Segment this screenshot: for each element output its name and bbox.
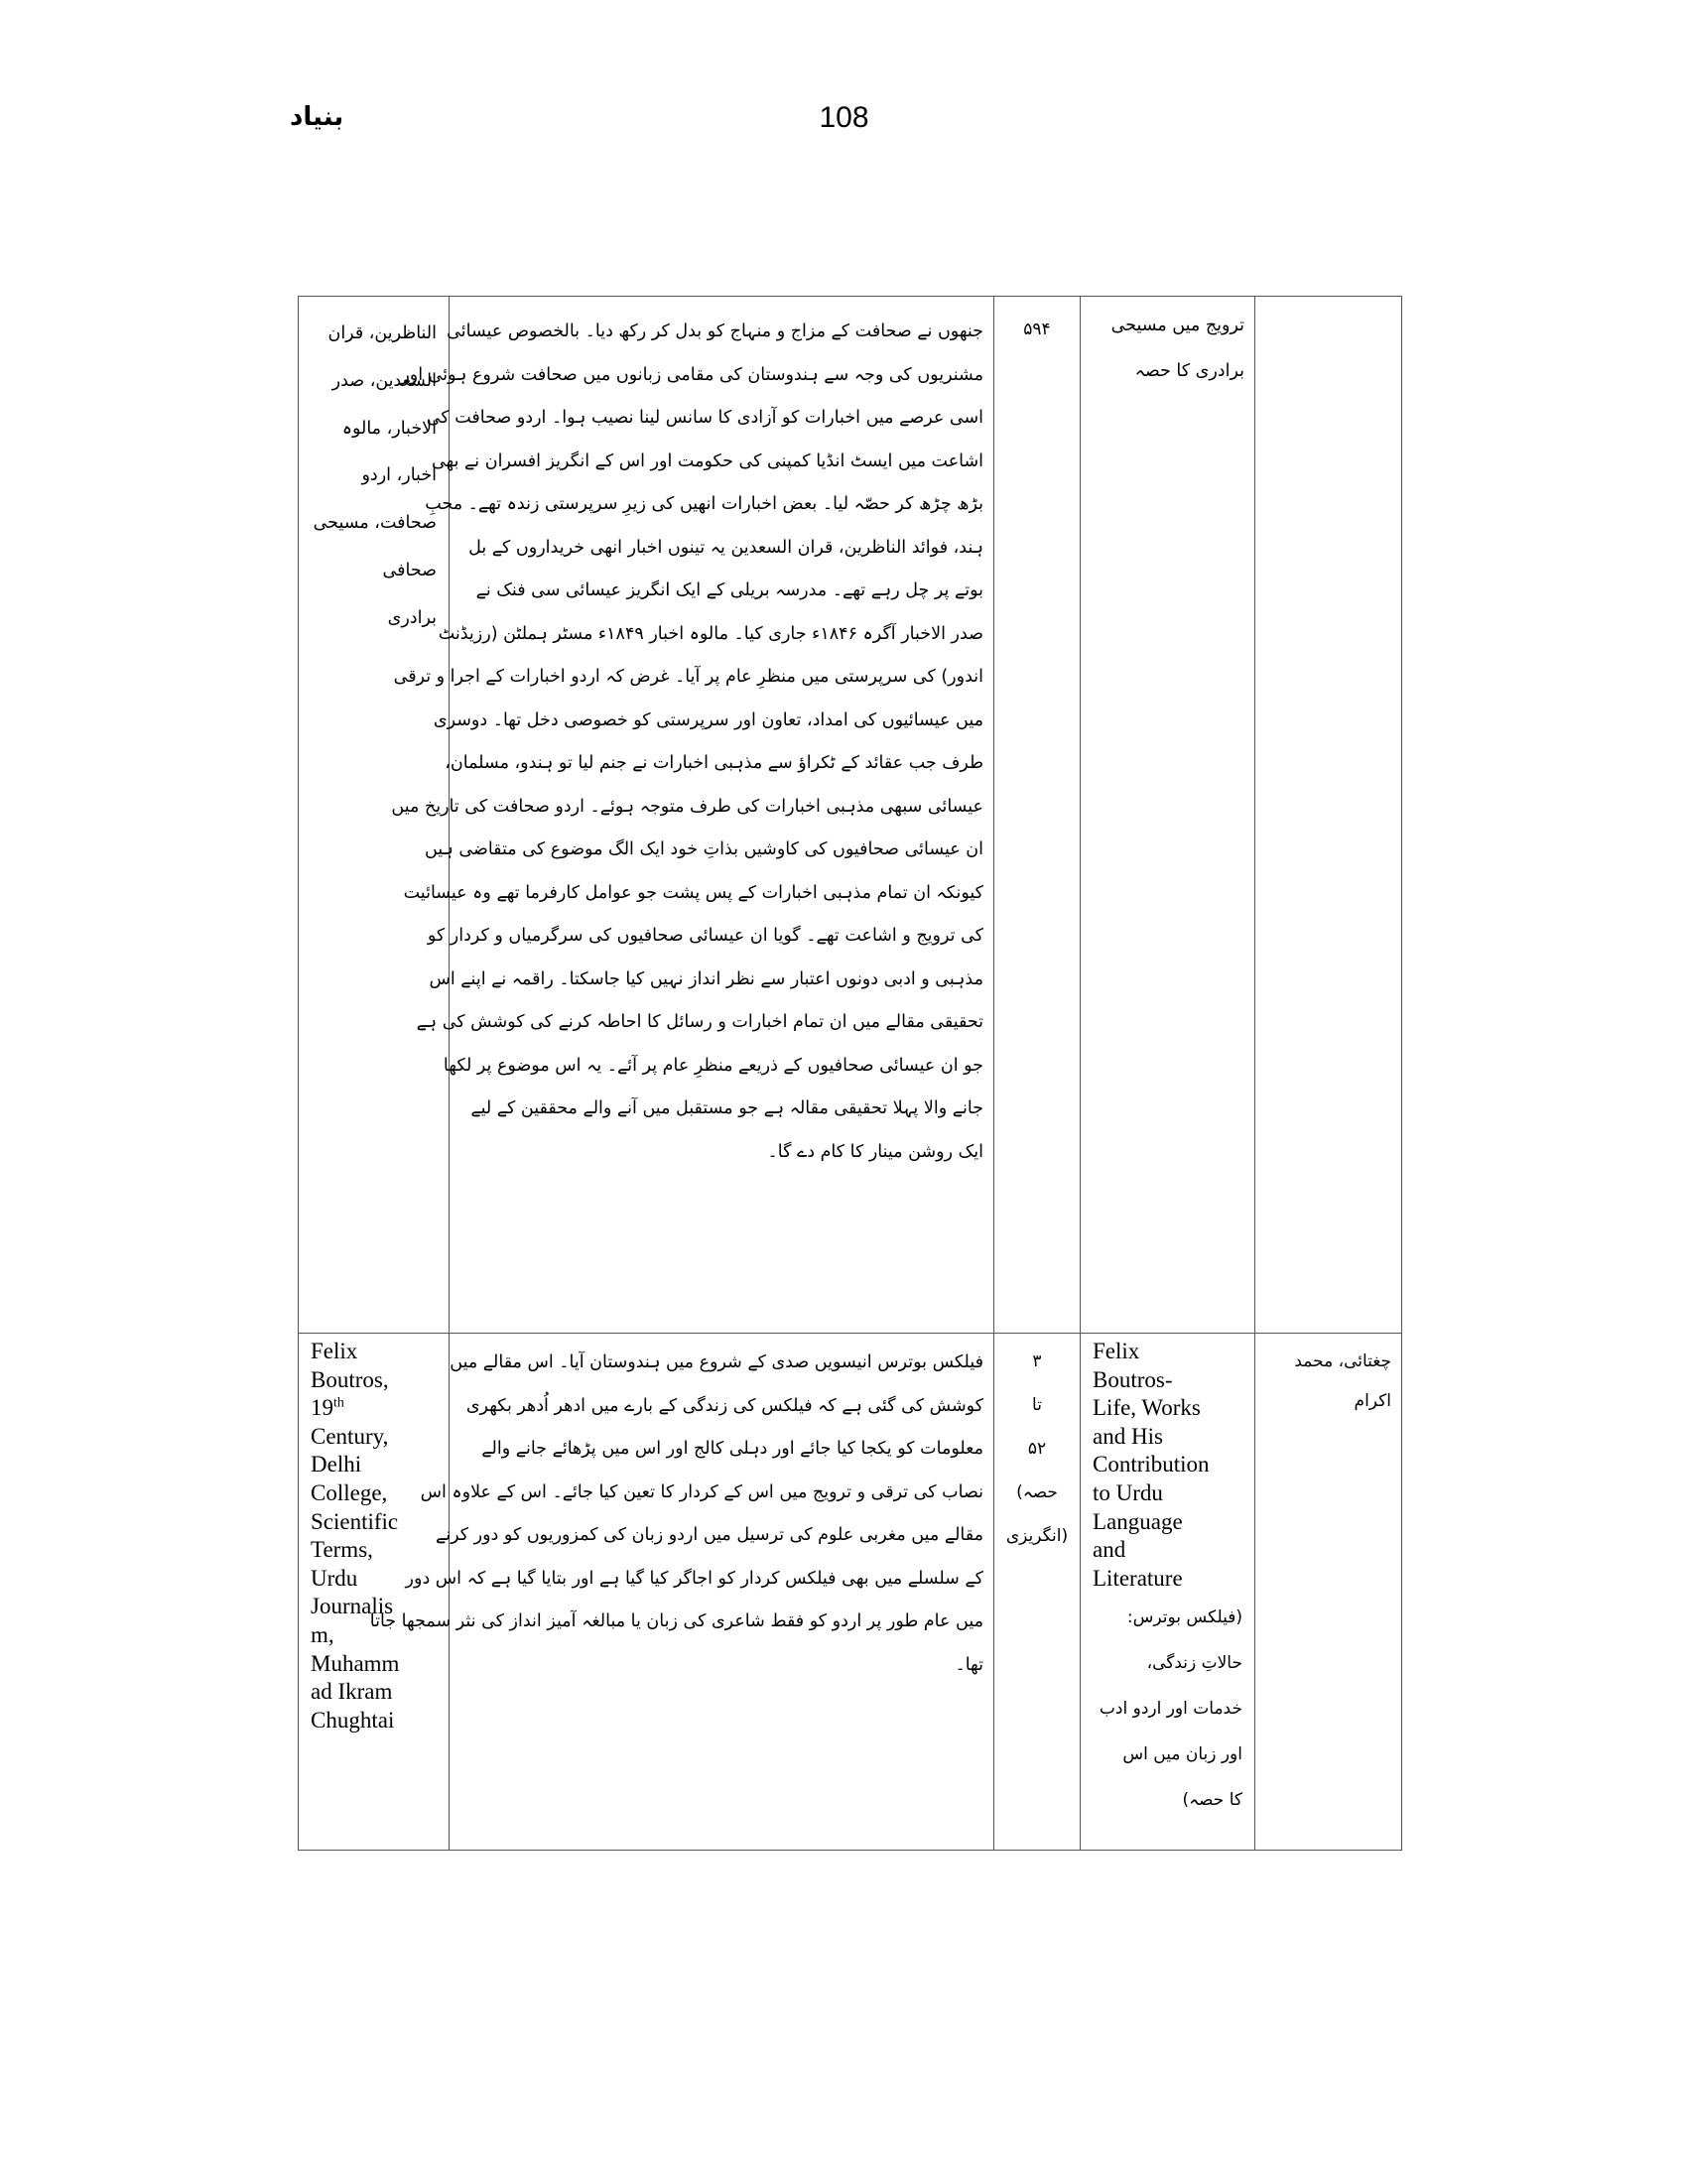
text-line: Felix [1093, 1339, 1140, 1363]
text-line: Delhi [311, 1452, 362, 1477]
text-line: مذہبی و ادبی دونوں اعتبار سے نظر انداز نہیں کیا جاسکتا۔ راقمہ نے اپنے اس [429, 968, 983, 989]
table-row [299, 1334, 1402, 1851]
page-number: 108 [819, 101, 869, 134]
summary-cell [369, 1334, 994, 1851]
text-line: حالاتِ زندگی، [1146, 1653, 1242, 1674]
text-line: تا [1032, 1395, 1042, 1415]
text-line: طرف جب عقائد کے ٹکراؤ سے مذہبی اخبارات نے جنم لیا تو ہندو، مسلمان، [445, 753, 983, 773]
text-line: اشاعت میں ایسٹ انڈیا کمپنی کی حکومت اور اس کے انگریز افسران نے بھی [431, 450, 983, 471]
text-line: صدر الاخبار آگرہ ۱۸۴۶ء جاری کیا۔ مالوہ اخبار ۱۸۴۹ء مسٹر ہملٹن (رزیڈنٹ [438, 623, 983, 644]
text-line: کی ترویج و اشاعت تھے۔ گویا ان عیسائی صحافیوں کی سرگرمیاں و کردار کو [427, 926, 983, 946]
text-line: ان عیسائی صحافیوں کی کاوشیں بذاتِ خود ایک الگ موضوع کی متقاضی ہیں [424, 839, 983, 859]
text-line: میں عیسائیوں کی امداد، تعاون اور سرپرستی کو خصوصی دخل تھا۔ دوسری [433, 709, 983, 730]
text-line: ۳ [1032, 1351, 1042, 1371]
text-line: ۵۲ [1027, 1439, 1047, 1459]
text-line: عیسائی سبھی مذہبی اخبارات کی طرف متوجہ ہوئے۔ اردو صحافت کی تاریخ میں [391, 796, 983, 817]
century-number: 19 [311, 1395, 333, 1421]
text-line: معلومات کو یکجا کیا جائے اور دہلی کالج اور اس میں پڑھائے جانے والے [481, 1439, 983, 1459]
text-line: Language [1093, 1508, 1183, 1534]
text-line: Century, [311, 1423, 389, 1449]
text-line: ترویج میں مسیحی [1110, 316, 1244, 335]
text-line: ایک روشن مینار کا کام دے گا۔ [767, 1141, 983, 1162]
text-line: کے سلسلے میں بھی فیلکس کردار کو اجاگر کیا گیا ہے اور بتایا گیا ہے کہ اس دور [405, 1568, 983, 1589]
text-line: کیونکہ ان تمام مذہبی اخبارات کے پس پشت جو عوامل کارفرما تھے وہ عیسائیت [403, 882, 983, 903]
title-cell [1081, 297, 1255, 1334]
text-line: Chughtai [311, 1707, 395, 1733]
text-line: اخبار، اردو [361, 465, 437, 486]
pages-cell [994, 297, 1081, 1334]
text-line: صحافی [382, 560, 437, 580]
journal-name: بنیاد [290, 102, 344, 132]
author-cell: چغتائی، محمد اکرام [1255, 1334, 1402, 1851]
text-line: جو ان عیسائی صحافیوں کے ذریعے منظرِ عام پر آئے۔ یہ اس موضوع پر لکھا [443, 1055, 983, 1076]
text-line: انگریزی) [1005, 1526, 1069, 1546]
text-line: ہند، فوائد الناظرین، قران السعدین یہ تینوں اخبار انھی خریداروں کے بل [468, 537, 983, 558]
text-line: Journalis [311, 1594, 394, 1619]
text-line: جانے والا پہلا تحقیقی مقالہ ہے جو مستقبل میں آنے والے محققین کے لیے [470, 1098, 983, 1118]
text-line: Life, Works [1093, 1395, 1201, 1421]
text-line: Scientific [311, 1508, 399, 1534]
text-line: میں عام طور پر اردو کو فقط شاعری کی زبان یا مبالغہ آمیز انداز کی نثر سمجھا جاتا [369, 1611, 983, 1631]
text-line: کا حصہ) [1182, 1790, 1242, 1811]
text-line: مقالے میں مغربی علوم کی ترسیل میں اردو زبان کی کمزوریوں کو دور کرنے [435, 1525, 983, 1545]
bibliography-table [298, 296, 1402, 1851]
text-line: to Urdu [1093, 1479, 1163, 1505]
text-line: الناظرین، قران [327, 323, 437, 343]
text-line: تھا۔ [955, 1654, 983, 1675]
text-line: Muhamm [311, 1650, 400, 1676]
keyword-line: Felix [311, 1339, 358, 1363]
title-cell [1081, 1334, 1255, 1851]
title-english [1081, 1334, 1254, 1593]
table-row [299, 297, 1402, 1334]
text-line: (فیلکس بوترس: [1126, 1607, 1242, 1628]
pages-cell [994, 1334, 1081, 1851]
text-line: ۵۹۴ [1023, 320, 1051, 339]
text-line: الاخبار، مالوہ [341, 418, 437, 439]
text-line: and [1093, 1537, 1126, 1563]
text-line: Urdu [311, 1565, 358, 1591]
text-line: السعدین، صدر [331, 370, 437, 391]
text-line: Terms, [311, 1537, 373, 1563]
text-line: Literature [1093, 1565, 1183, 1591]
text-line: اور زبان میں اس [1122, 1744, 1242, 1765]
text-line: Boutros- [1093, 1366, 1173, 1392]
author-cell [1255, 297, 1402, 1334]
text-line: Contribution [1093, 1452, 1210, 1477]
title-urdu [1081, 1593, 1254, 1823]
text-line: ad Ikram [311, 1679, 393, 1705]
text-line: کوشش کی گئی ہے کہ فیلکس کی زندگی کے بارے میں ادھر اُدھر بکھری [465, 1395, 983, 1416]
keyword-line [311, 1394, 443, 1423]
text-line: (حصہ [1016, 1482, 1058, 1502]
text-line: مشنریوں کی وجہ سے ہندوستان کی مقامی زبانوں میں صحافت شروع ہوئی اور [401, 364, 983, 385]
text-line: College, [311, 1479, 388, 1505]
keyword-line: Boutros, [311, 1366, 389, 1392]
text-line: برادری کا حصہ [1134, 361, 1244, 381]
text-line: تحقیقی مقالے میں ان تمام اخبارات و رسائل کا احاطہ کرنے کی کوشش کی ہے [416, 1012, 983, 1032]
text-line: صحافت، مسیحی [313, 513, 437, 534]
text-line: اندور) کی سرپرستی میں منظرِ عام پر آیا۔ غرض کہ اردو اخبارات کے اجرا و ترقی [393, 667, 983, 687]
text-line: بڑھ چڑھ کر حصّہ لیا۔ بعض اخبارات انھیں کی زیرِ سرپرستی زندہ تھے۔ محبِ [425, 494, 983, 514]
text-line: بوتے پر چل رہے تھے۔ مدرسہ بریلی کے ایک انگریز عیسائی سی فنک نے [475, 580, 983, 600]
text-line: فیلکس بوترس انیسویں صدی کے شروع میں ہندوستان آیا۔ اس مقالے میں [450, 1352, 983, 1372]
text-line: نصاب کی ترقی و ترویج میں اس کے کردار کا تعین کیا جائے۔ اس کے علاوہ اس [420, 1481, 983, 1502]
century-suffix: th [333, 1395, 344, 1411]
text-line: اسی عرصے میں اخبارات کو آزادی کا سانس لینا نصیب ہوا۔ اردو صحافت کی [426, 408, 983, 428]
text-line: and His [1093, 1423, 1163, 1449]
text-line: m, [311, 1621, 334, 1647]
text-line: جنھوں نے صحافت کے مزاج و منہاج کو بدل کر رکھ دیا۔ بالخصوص عیسائی [447, 321, 983, 341]
text-line: برادری [387, 607, 437, 628]
text-line: خدمات اور اردو ادب [1099, 1699, 1242, 1720]
